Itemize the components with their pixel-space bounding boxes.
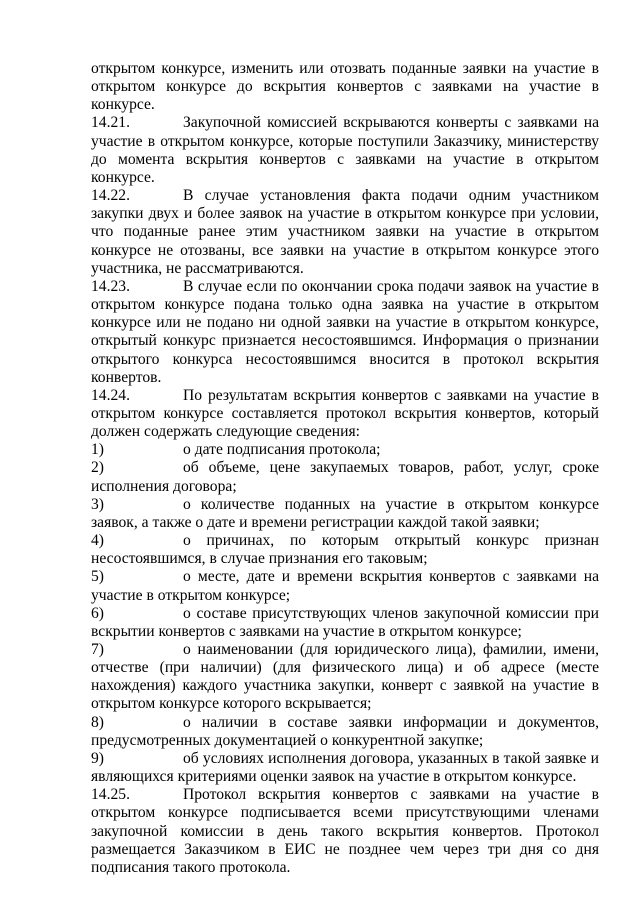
paragraph-text: В случае установления факта подачи одним участником закупки двух и более заявок на участие в открытом конкурсе при условии, что поданные ранее этим участником заявки на участие в открытом конкурсе не отозваны, все заявки на участие в открытом конкурсе этого участника, не рассматриваются. (91, 187, 599, 277)
list-item-7 (91, 641, 599, 714)
list-item-number: 1) (91, 441, 104, 459)
list-item-number: 3) (91, 495, 104, 513)
list-item-number: 6) (91, 604, 104, 622)
paragraph-number: 14.25. (91, 786, 130, 804)
paragraph-14-23 (91, 278, 599, 387)
list-item-6 (91, 605, 599, 641)
list-item-4 (91, 532, 599, 568)
list-item-number: 2) (91, 459, 104, 477)
list-item-3 (91, 496, 599, 532)
list-item-number: 8) (91, 713, 104, 731)
paragraph-text: В случае если по окончании срока подачи заявок на участие в открытом конкурсе подана только одна заявка на участие в открытом конкурсе или не подано ни одной заявки на участие в открытом конкурсе, открытый конкурс признается несостоявшимся. Информация о признании открытого конкурса несостоявшимся вносится в протокол вскрытия конвертов. (91, 277, 599, 386)
list-item-text: об условиях исполнения договора, указанных в такой заявке и являющихся критериями оценки заявок на участие в открытом конкурсе. (91, 749, 599, 786)
document-page (91, 60, 599, 877)
paragraph-14-24 (91, 387, 599, 441)
paragraph-14-22 (91, 187, 599, 278)
paragraph-text: Протокол вскрытия конвертов с заявками на участие в открытом конкурсе подписывается всеми присутствующими членами закупочной комиссии в день такого вскрытия конвертов. Протокол размещается Заказчиком в ЕИС не позднее чем через три дня со дня подписания такого протокола. (91, 786, 599, 876)
list-item-number: 4) (91, 532, 104, 550)
list-item-text: о месте, дате и времени вскрытия конвертов с заявками на участие в открытом конкурсе; (91, 568, 599, 604)
list-item-8 (91, 714, 599, 750)
list-item-text: о причинах, по которым открытый конкурс признан несостоявшимся, в случае признания его таковым; (91, 532, 599, 568)
paragraph-number: 14.23. (91, 277, 130, 295)
list-item-text: о количестве поданных на участие в открытом конкурсе заявок, а также о дате и времени регистрации каждой такой заявки; (91, 495, 599, 531)
paragraph-number: 14.21. (91, 114, 130, 132)
paragraph-14-25 (91, 786, 599, 877)
paragraph-14-21 (91, 114, 599, 187)
list-item-number: 5) (91, 568, 104, 586)
paragraph-number: 14.22. (91, 187, 130, 205)
paragraph-continuation (91, 60, 599, 114)
list-item-text: о дате подписания протокола; (183, 441, 381, 459)
paragraph-text: Закупочной комиссией вскрываются конверты с заявками на участие в открытом конкурсе, которые поступили Заказчику, министерству до момента вскрытия конвертов с заявками на участие в открытом конкурсе. (91, 114, 599, 186)
list-item-number: 7) (91, 641, 104, 658)
list-item-text: об объеме, цене закупаемых товаров, работ, услуг, сроке исполнения договора; (91, 459, 599, 495)
list-item-number: 9) (91, 749, 104, 767)
paragraph-number: 14.24. (91, 386, 130, 404)
list-item-text: о составе присутствующих членов закупочной комиссии при вскрытии конвертов с заявками на участие в открытом конкурсе; (91, 604, 599, 640)
list-item-1 (91, 441, 599, 459)
paragraph-text: открытом конкурсе, изменить или отозвать поданные заявки на участие в открытом конкурсе до вскрытия конвертов с заявками на участие в конкурсе. (91, 60, 599, 114)
list-item-2 (91, 459, 599, 495)
list-item-5 (91, 568, 599, 604)
list-item-text: о наличии в составе заявки информации и документов, предусмотренных документацией о конкурентной закупке; (91, 713, 599, 749)
list-item-9 (91, 750, 599, 786)
paragraph-text: По результатам вскрытия конвертов с заявками на участие в открытом конкурсе составляется протокол вскрытия конвертов, который должен содержать следующие сведения: (91, 386, 599, 441)
list-item-text: о наименовании (для юридического лица), фамилии, имени, отчестве (при наличии) (для физического лица) и об адресе (месте нахождения) каждого участника закупки, конверт с заявкой на участие в открытом конкурсе которого вскрывается; (91, 641, 599, 713)
